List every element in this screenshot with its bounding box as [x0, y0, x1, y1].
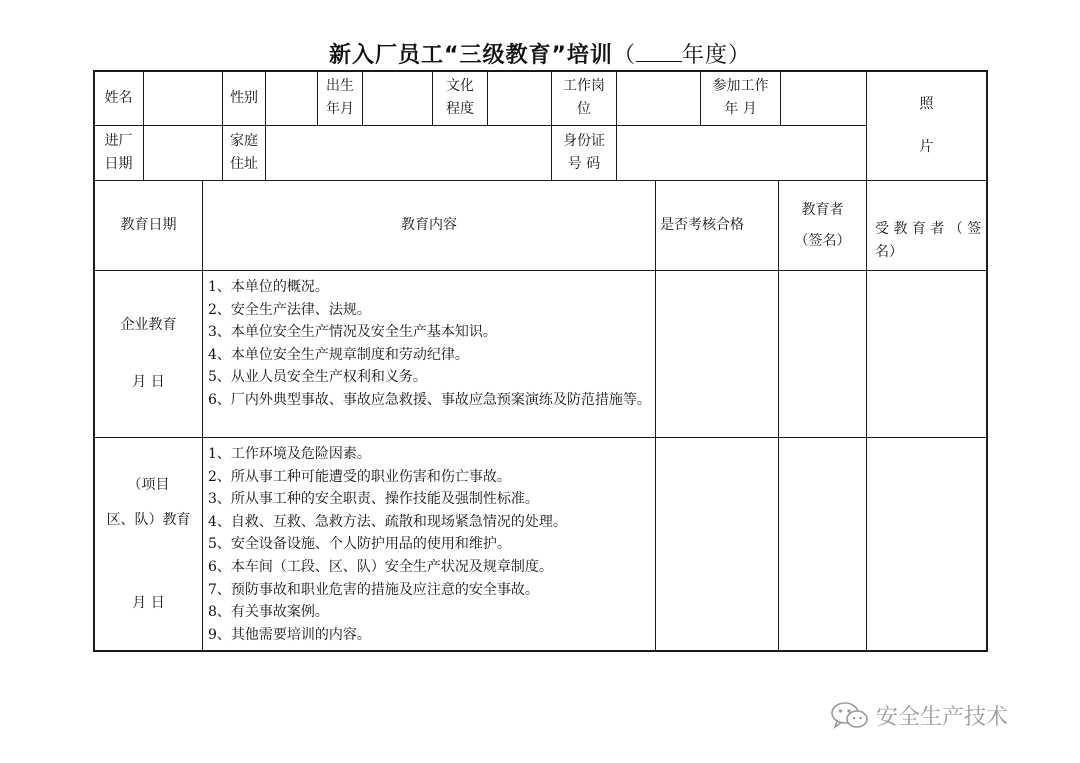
col-header-content: 教育内容: [401, 217, 457, 233]
form-title-main: 新入厂员工“三级教育”培训: [329, 43, 613, 68]
list-item: 2、安全生产法律、法规。: [208, 301, 371, 318]
work-start-field[interactable]: [781, 71, 866, 125]
col-header-trainee: 受 教 育 者 （ 签名）: [875, 221, 982, 260]
list-item: 1、工作环境及危险因素。: [208, 446, 371, 462]
company-educator-sign-field[interactable]: [779, 271, 866, 437]
watermark: [830, 700, 1008, 731]
project-passed-field[interactable]: [656, 438, 778, 650]
birth-label-line1: 出生: [326, 78, 354, 94]
watermark-text: 安全生产技术: [876, 705, 1009, 730]
address-field[interactable]: [266, 126, 551, 180]
position-label-line2: 位: [577, 101, 591, 117]
position-field[interactable]: [617, 71, 700, 125]
project-trainee-sign-field[interactable]: [867, 438, 986, 650]
id-number-label-line1: 身份证: [563, 133, 605, 149]
address-label: [223, 126, 265, 180]
col-header-passed: 是否考核合格: [660, 217, 744, 233]
list-item: 3、所从事工种的安全职责、操作技能及强制性标准。: [208, 491, 539, 508]
list-item: 4、本单位安全生产规章制度和劳动纪律。: [208, 346, 469, 363]
entry-date-label: [94, 126, 143, 180]
col-header-educator-line1: 教育者: [801, 201, 844, 218]
photo-label-line2: 片: [919, 138, 934, 155]
photo-label-line1: 照: [919, 95, 934, 112]
project-education-date[interactable]: 月 日: [132, 594, 165, 611]
entry-date-label-line2: 日期: [104, 156, 133, 172]
list-item: 5、安全设备设施、个人防护用品的使用和维护。: [208, 536, 511, 553]
list-item: 8、有关事故案例。: [208, 604, 329, 621]
list-item: 9、其他需要培训的内容。: [208, 626, 371, 643]
project-education-label-line2: 区、队）教育: [106, 511, 191, 528]
position-label-line1: 工作岗: [563, 78, 605, 94]
table-border-bottom: [93, 650, 988, 652]
company-education-label: 企业教育: [120, 317, 177, 333]
work-start-label-line1: 参加工作: [712, 78, 769, 94]
work-start-label-line2: 年 月: [724, 101, 757, 117]
birth-label: [318, 71, 362, 125]
gender-field[interactable]: [266, 71, 317, 125]
col-header-educator: [779, 181, 866, 270]
company-passed-field[interactable]: [656, 271, 778, 437]
list-item: 2、所从事工种可能遭受的职业伤害和伤亡事故。: [208, 468, 511, 485]
project-education-content: [208, 443, 652, 646]
company-education-label-cell: [95, 271, 202, 437]
form-title-paren: （: [612, 43, 636, 68]
entry-date-field[interactable]: [144, 126, 222, 180]
address-label-line1: 家庭: [230, 133, 258, 149]
birth-label-line2: 年月: [326, 101, 354, 117]
list-item: 7、预防事故和职业危害的措施及应注意的安全事故。: [208, 581, 539, 598]
id-number-label-line2: 号 码: [567, 156, 601, 172]
company-education-date[interactable]: 月 日: [132, 374, 165, 390]
project-educator-sign-field[interactable]: [779, 438, 866, 650]
company-education-content: [208, 276, 652, 412]
list-item: 5、从业人员安全生产权利和义务。: [208, 369, 427, 386]
id-number-label: [552, 126, 616, 180]
education-label: [433, 71, 487, 125]
address-label-line2: 住址: [230, 156, 258, 172]
form-title-year-suffix: 年度）: [681, 43, 751, 68]
wechat-icon: [830, 701, 870, 731]
list-item: 6、厂内外典型事故、事故应急救援、事故应急预案演练及防范措施等。: [208, 391, 651, 408]
education-label-line2: 程度: [446, 101, 474, 117]
id-number-field[interactable]: [617, 126, 866, 180]
name-label: 姓名: [104, 89, 133, 106]
list-item: 1、本单位的概况。: [208, 279, 329, 295]
list-item: 4、自救、互救、急救方法、疏散和现场紧急情况的处理。: [208, 513, 567, 530]
list-item: 3、本单位安全生产情况及安全生产基本知识。: [208, 324, 497, 341]
work-start-label: [701, 71, 780, 125]
entry-date-label-line1: 进厂: [104, 133, 133, 149]
list-item: 6、本车间（工段、区、队）安全生产状况及规章制度。: [208, 558, 553, 575]
name-field[interactable]: [144, 71, 222, 125]
position-label: [552, 71, 616, 125]
gender-label: 性别: [230, 89, 258, 106]
col-header-educator-line2: （签名）: [794, 232, 851, 249]
education-label-line1: 文化: [446, 78, 474, 94]
photo-box[interactable]: [867, 71, 986, 180]
company-trainee-sign-field[interactable]: [867, 271, 986, 437]
table-border-right: [986, 70, 988, 652]
education-field[interactable]: [488, 71, 551, 125]
col-header-date: 教育日期: [120, 217, 177, 233]
project-education-label-line1: （项目: [127, 476, 170, 493]
project-education-label-cell: [95, 438, 202, 650]
birth-field[interactable]: [363, 71, 432, 125]
